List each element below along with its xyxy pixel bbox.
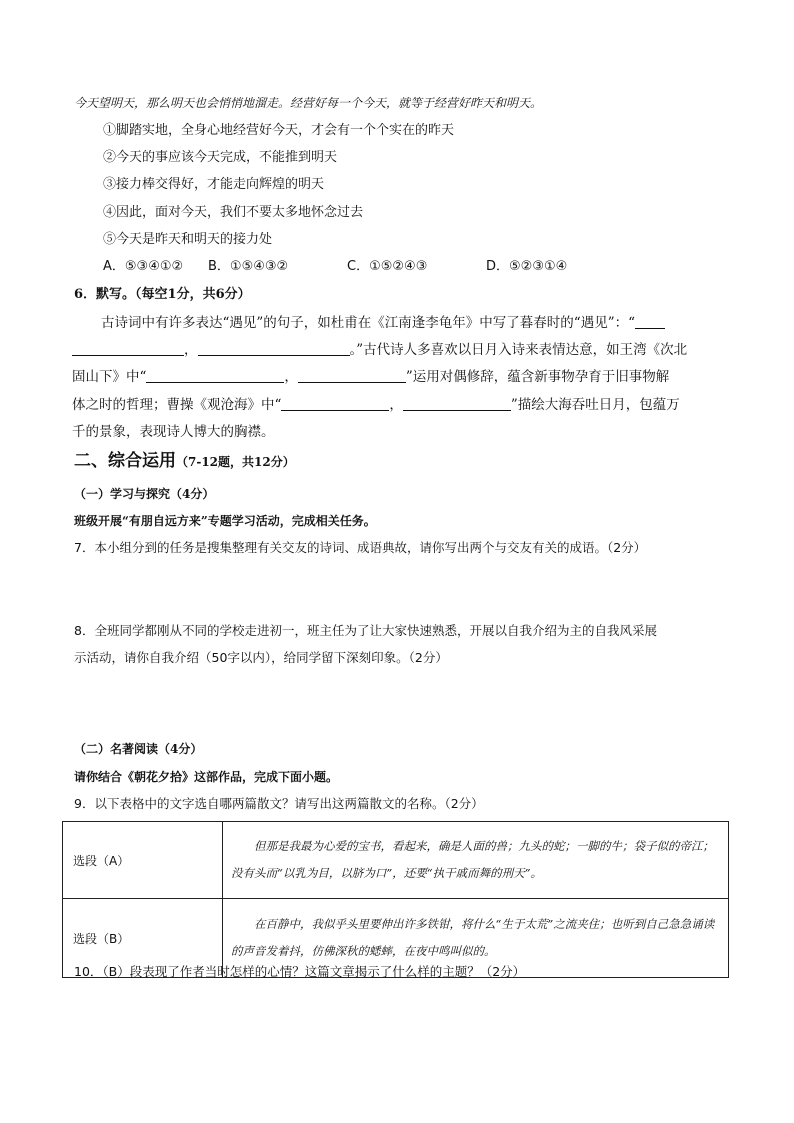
q5-option-a: A．⑤③④①② [103,259,184,274]
excerpt-a-content: 但那是我最为心爱的宝书，看起来，确是人面的兽；九头的蛇；一脚的牛；袋子似的帝江；没有头而“以乳为目，以脐为口”，还要“执干戚而舞的刑天”。 [231,839,714,880]
q5-option-c: C．①⑤②④③ [347,259,428,274]
q6-line-3-tail: ”运用对偶修辞，蕴含新事物孕育于旧事物解 [405,369,670,385]
section-2-title: 二、综合运用 [74,451,176,471]
q6-line-4 [72,396,680,414]
q6-line-3 [72,368,669,386]
q6-line-4-head: 体之时的哲理；曹操《观沧海》中“ [72,397,282,413]
question-7: 7．本小组分到的任务是搜集整理有关交友的诗词、成语典故，请你写出两个与交友有关的成语。（2分） [74,540,647,555]
q6-line-5: 千的景象，表现诗人博大的胸襟。 [72,424,275,440]
q6-line-2-tail: 。”古代诗人多喜欢以日月入诗来表情达意，如王湾《次北 [349,342,688,358]
q6-title: 6．默写。（每空1分，共6分） [74,287,251,302]
q6-line-2 [72,341,687,359]
excerpt-a-label: 选段（A） [63,822,223,899]
answer-blank-6[interactable] [403,396,511,411]
q5-sentence-3: ③接力棒交得好，才能走向辉煌的明天 [103,177,325,192]
q5-intro-line: 今天望明天，那么明天也会悄悄地溜走。经营好每一个今天，就等于经营好昨天和明天。 [74,96,543,110]
section-2-heading [74,450,295,473]
excerpt-table [62,821,729,978]
excerpt-b-label: 选段（B） [63,899,223,978]
part-1-instruction: 班级开展“有朋自远方来”专题学习活动，完成相关任务。 [74,514,376,528]
q5-sentence-5: ⑤今天是昨天和明天的接力处 [103,232,273,247]
answer-blank-1[interactable] [635,314,665,329]
q6-line-4-sep: ， [389,397,403,413]
answer-blank-4[interactable] [298,368,406,383]
question-8-line-1: 8．全班同学都刚从不同的学校走进初一，班主任为了让大家快速熟悉，开展以自我介绍为主的自我风采展 [74,623,657,638]
part-1-title: （一）学习与探究（4分） [74,487,215,501]
q5-sentence-4: ④因此，面对今天，我们不要太多地怀念过去 [103,205,364,220]
question-10: 10．（B）段表现了作者当时怎样的心情？这篇文章揭示了什么样的主题？（2分） [74,964,526,979]
question-8-line-2: 示活动，请你自我介绍（50字以内），给同学留下深刻印象。（2分） [74,650,448,665]
q6-line-4-tail: ”描绘大海吞吐日月，包蕴万 [510,397,680,413]
answer-blank-2[interactable] [198,341,350,356]
excerpt-a-text [223,822,729,899]
answer-blank-5[interactable] [281,396,389,411]
q5-option-d: D．⑤②③①④ [486,259,568,274]
q6-line-1 [101,314,665,332]
q5-sentence-1: ①脚踏实地，全身心地经营好今天，才会有一个个实在的昨天 [103,123,455,138]
q6-line-3-head: 固山下》中“ [72,369,147,385]
table-row [63,822,729,899]
question-9: 9．以下表格中的文字选自哪两篇散文？请写出这两篇散文的名称。（2分） [74,796,484,811]
q5-option-b: B．①⑤④③② [208,259,289,274]
part-2-title: （二）名著阅读（4分） [74,742,203,756]
answer-blank-1b[interactable] [72,341,184,356]
q5-sentence-2: ②今天的事应该今天完成，不能推到明天 [103,150,338,165]
q6-line-1-text: 古诗词中有许多表达“遇见”的句子，如杜甫在《江南逢李龟年》中写了暮春时的“遇见”：“ [101,315,636,331]
section-2-score: （7-12题，共12分） [176,455,295,469]
q6-line-3-sep: ， [284,369,298,385]
part-2-instruction: 请你结合《朝花夕拾》这部作品，完成下面小题。 [74,770,339,784]
excerpt-b-content: 在百静中，我似乎头里要伸出许多铁钳，将什么“生于太荒”之流夹住；也听到自己急急诵读的声音发着抖，仿佛深秋的蟋蟀，在夜中鸣叫似的。 [231,917,715,958]
q6-line-2-sep: ， [184,342,198,358]
answer-blank-3[interactable] [146,368,284,383]
